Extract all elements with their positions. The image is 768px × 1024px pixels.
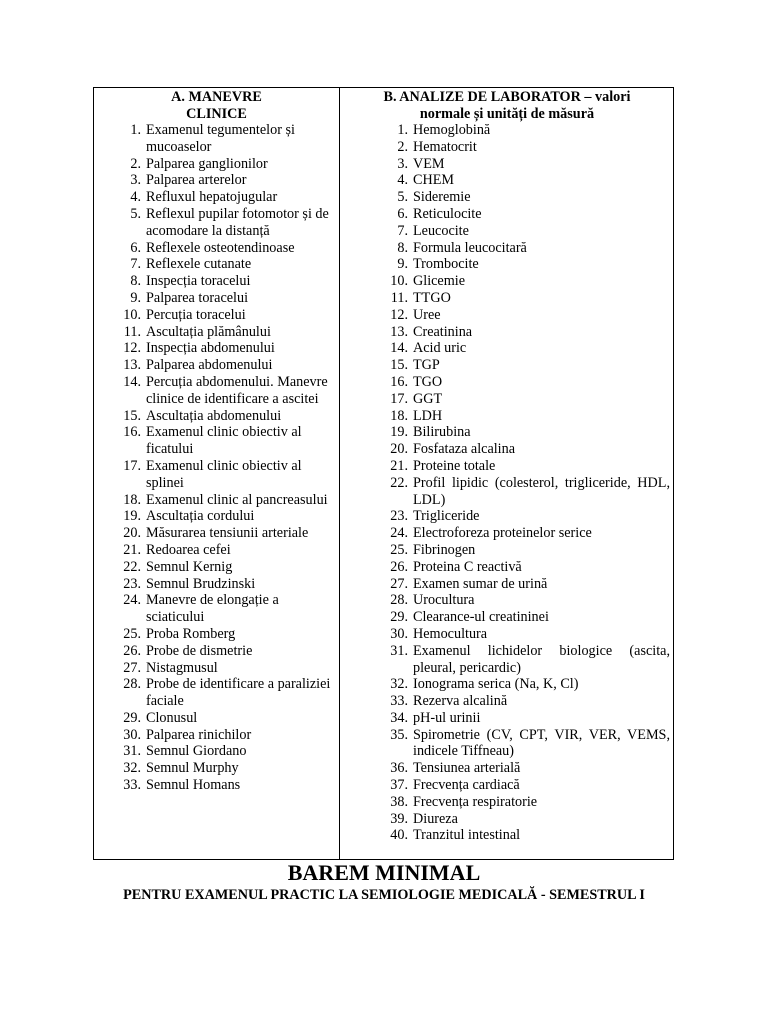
item-number: 7. xyxy=(397,222,408,239)
item-text: Hemocultura xyxy=(413,625,488,642)
item-number: 31. xyxy=(123,743,141,760)
item-number: 24. xyxy=(123,592,141,609)
item-text: Reflexele cutanate xyxy=(146,256,252,273)
item-text: Percuția toracelui xyxy=(146,306,246,323)
list-item xyxy=(94,626,334,643)
list-item xyxy=(94,592,334,626)
item-text: Acid uric xyxy=(413,340,467,357)
item-text: Palparea abdomenului xyxy=(146,357,273,374)
item-text: Semnul Giordano xyxy=(146,743,247,760)
item-number: 26. xyxy=(390,558,408,575)
item-number: 18. xyxy=(123,491,141,508)
item-number: 22. xyxy=(123,558,141,575)
item-number: 5. xyxy=(130,205,141,222)
item-text: Semnul Kernig xyxy=(146,558,233,575)
item-number: 7. xyxy=(130,256,141,273)
list-item xyxy=(94,374,334,408)
item-text: Proteina C reactivă xyxy=(413,558,522,575)
list-item xyxy=(340,122,670,139)
item-text: Reflexele osteotendinoase xyxy=(146,239,295,256)
list-item xyxy=(340,206,670,223)
list-item xyxy=(340,307,670,324)
item-number: 8. xyxy=(397,239,408,256)
column-a-header-line: CLINICE xyxy=(186,106,247,122)
item-text: Examenul tegumentelor și mucoaselor xyxy=(146,122,295,155)
list-item xyxy=(94,576,334,593)
list-item xyxy=(340,592,670,609)
item-text: Semnul Homans xyxy=(146,777,241,794)
item-number: 10. xyxy=(123,306,141,323)
item-text: Examenul clinic obiectiv al ficatului xyxy=(146,424,302,458)
item-number: 9. xyxy=(397,256,408,273)
item-number: 1. xyxy=(397,122,408,138)
item-text: Ascultația abdomenului xyxy=(146,407,282,424)
item-number: 28. xyxy=(123,676,141,693)
item-number: 22. xyxy=(390,474,408,491)
list-item xyxy=(94,408,334,425)
item-text: Trombocite xyxy=(413,256,479,273)
list-item xyxy=(340,576,670,593)
list-item xyxy=(340,710,670,727)
item-number: 18. xyxy=(390,407,408,424)
item-number: 30. xyxy=(390,625,408,642)
item-text: Urocultura xyxy=(413,592,475,609)
list-item xyxy=(94,156,334,173)
item-text: Semnul Murphy xyxy=(146,760,239,777)
item-text: Redoarea cefei xyxy=(146,541,231,558)
column-b-header-line: normale și unități de măsură xyxy=(419,106,595,122)
item-text: Palparea ganglionilor xyxy=(146,155,268,172)
item-text: Probe de identificare a paraliziei faciale xyxy=(146,676,331,710)
list-item xyxy=(94,660,334,677)
column-a-header xyxy=(94,88,339,123)
item-number: 23. xyxy=(390,508,408,525)
item-number: 23. xyxy=(123,575,141,592)
list-item xyxy=(340,643,670,677)
item-number: 2. xyxy=(130,155,141,172)
item-number: 2. xyxy=(397,138,408,155)
item-number: 6. xyxy=(130,239,141,256)
item-number: 11. xyxy=(390,289,408,306)
item-number: 27. xyxy=(390,575,408,592)
item-text: Palparea toracelui xyxy=(146,289,249,306)
item-text: Nistagmusul xyxy=(146,659,218,676)
item-number: 27. xyxy=(123,659,141,676)
item-number: 39. xyxy=(390,810,408,827)
list-item xyxy=(340,626,670,643)
item-text: Creatinina xyxy=(413,323,473,340)
list-item xyxy=(340,760,670,777)
item-text: Fibrinogen xyxy=(413,541,476,558)
item-number: 32. xyxy=(123,760,141,777)
list-item xyxy=(340,273,670,290)
list-item xyxy=(94,760,334,777)
item-number: 24. xyxy=(390,525,408,542)
lab-analyses-list xyxy=(340,122,670,844)
item-number: 9. xyxy=(130,289,141,306)
list-item xyxy=(340,777,670,794)
item-text: Proteine totale xyxy=(413,457,496,474)
list-item xyxy=(94,710,334,727)
item-number: 14. xyxy=(123,373,141,390)
item-number: 17. xyxy=(390,390,408,407)
item-number: 35. xyxy=(390,726,408,743)
item-text: Măsurarea tensiunii arteriale xyxy=(146,525,309,542)
list-item xyxy=(340,391,670,408)
item-text: Hemoglobină xyxy=(413,122,491,138)
list-item xyxy=(340,189,670,206)
list-item xyxy=(94,424,334,458)
item-text: Fosfataza alcalina xyxy=(413,441,516,458)
item-number: 29. xyxy=(390,609,408,626)
item-number: 15. xyxy=(123,407,141,424)
item-number: 25. xyxy=(123,625,141,642)
column-b-header xyxy=(340,88,674,123)
list-item xyxy=(94,559,334,576)
item-number: 13. xyxy=(123,357,141,374)
item-number: 40. xyxy=(390,827,408,844)
item-number: 36. xyxy=(390,760,408,777)
item-text: Ascultația cordului xyxy=(146,508,255,525)
item-text: Manevre de elongație a sciaticului xyxy=(146,592,279,626)
item-number: 21. xyxy=(390,457,408,474)
item-text: Tensiunea arterială xyxy=(413,760,521,777)
list-item xyxy=(340,475,670,509)
list-item xyxy=(340,256,670,273)
item-text: Palparea rinichilor xyxy=(146,726,252,743)
item-number: 13. xyxy=(390,323,408,340)
item-text: Palparea arterelor xyxy=(146,172,247,189)
item-text: Examen sumar de urină xyxy=(413,575,548,592)
item-text: Electroforeza proteinelor serice xyxy=(413,525,592,542)
item-text: Reticulocite xyxy=(413,205,482,222)
item-text: Trigliceride xyxy=(413,508,480,525)
list-item xyxy=(340,324,670,341)
list-item xyxy=(340,458,670,475)
item-number: 19. xyxy=(390,424,408,441)
clinical-maneuvers-list xyxy=(94,122,334,794)
list-item xyxy=(340,441,670,458)
item-number: 20. xyxy=(390,441,408,458)
item-text: Leucocite xyxy=(413,222,469,239)
item-number: 19. xyxy=(123,508,141,525)
item-number: 38. xyxy=(390,793,408,810)
item-text: Frecvența cardiacă xyxy=(413,777,520,794)
column-a-header-line: A. MANEVRE xyxy=(171,89,262,105)
list-item xyxy=(94,189,334,206)
item-text: Examenul clinic obiectiv al splinei xyxy=(146,457,302,491)
list-item xyxy=(94,290,334,307)
item-number: 12. xyxy=(390,306,408,323)
list-item xyxy=(340,794,670,811)
item-number: 31. xyxy=(390,642,408,659)
list-item xyxy=(94,676,334,710)
item-text: TGP xyxy=(413,357,440,374)
list-item xyxy=(340,156,670,173)
list-item xyxy=(340,223,670,240)
item-text: Reflexul pupilar fotomotor și de acomodare la distanță xyxy=(146,205,329,239)
list-item xyxy=(94,508,334,525)
item-number: 8. xyxy=(130,273,141,290)
list-item xyxy=(94,256,334,273)
item-number: 3. xyxy=(130,172,141,189)
list-item xyxy=(94,458,334,492)
item-text: Diureza xyxy=(413,810,458,827)
item-text: Percuția abdomenului. Manevre clinice de identificare a ascitei xyxy=(146,373,328,407)
item-text: Sideremie xyxy=(413,189,471,206)
item-text: Inspecția abdomenului xyxy=(146,340,275,357)
document-subtitle: PENTRU EXAMENUL PRACTIC LA SEMIOLOGIE MEDICALĂ - SEMESTRUL I xyxy=(123,887,645,903)
item-text: Probe de dismetrie xyxy=(146,642,253,659)
item-text: Proba Romberg xyxy=(146,625,236,642)
item-number: 4. xyxy=(397,172,408,189)
item-number: 4. xyxy=(130,189,141,206)
list-item xyxy=(94,340,334,357)
item-text: Bilirubina xyxy=(413,424,471,441)
item-text: Examenul clinic al pancreasului xyxy=(146,491,328,508)
item-text: Clearance-ul creatininei xyxy=(413,609,549,626)
item-number: 11. xyxy=(123,323,141,340)
list-item xyxy=(340,827,670,844)
item-text: Ascultația plămânului xyxy=(146,323,271,340)
item-number: 15. xyxy=(390,357,408,374)
list-item xyxy=(94,525,334,542)
item-number: 33. xyxy=(390,693,408,710)
list-item xyxy=(94,643,334,660)
item-number: 6. xyxy=(397,205,408,222)
list-item xyxy=(340,172,670,189)
item-number: 32. xyxy=(390,676,408,693)
list-item xyxy=(94,743,334,760)
item-text: Formula leucocitară xyxy=(413,239,527,256)
item-number: 20. xyxy=(123,525,141,542)
list-item xyxy=(340,290,670,307)
item-text: Ionograma serica (Na, K, Cl) xyxy=(413,676,579,693)
item-number: 17. xyxy=(123,457,141,474)
document-title: BAREM MINIMAL xyxy=(287,860,481,885)
item-text: pH-ul urinii xyxy=(413,709,481,726)
list-item xyxy=(94,324,334,341)
item-number: 1. xyxy=(130,122,141,138)
list-item xyxy=(340,240,670,257)
item-text: Clonusul xyxy=(146,709,198,726)
item-text: Frecvența respiratorie xyxy=(413,793,538,810)
item-number: 21. xyxy=(123,541,141,558)
item-text: Glicemie xyxy=(413,273,465,290)
list-item xyxy=(94,357,334,374)
list-item xyxy=(340,542,670,559)
item-text: Rezerva alcalină xyxy=(413,693,508,710)
list-item xyxy=(94,122,334,156)
list-item xyxy=(340,609,670,626)
list-item xyxy=(340,424,670,441)
list-item xyxy=(340,357,670,374)
item-number: 29. xyxy=(123,709,141,726)
item-number: 30. xyxy=(123,726,141,743)
list-item xyxy=(340,559,670,576)
item-number: 28. xyxy=(390,592,408,609)
item-number: 33. xyxy=(123,777,141,794)
list-item xyxy=(340,525,670,542)
list-item xyxy=(94,727,334,744)
list-item xyxy=(94,273,334,290)
list-item xyxy=(94,240,334,257)
item-number: 16. xyxy=(390,373,408,390)
list-item xyxy=(340,811,670,828)
list-item xyxy=(94,172,334,189)
item-text: Spirometrie (CV, CPT, VIR, VER, VEMS, indicele Tiffneau) xyxy=(413,726,670,760)
column-b-header-line: B. ANALIZE DE LABORATOR – valori xyxy=(383,89,631,105)
list-item xyxy=(340,508,670,525)
item-text: VEM xyxy=(413,155,445,172)
list-item xyxy=(340,727,670,761)
list-item xyxy=(340,374,670,391)
item-text: Inspecția toracelui xyxy=(146,273,251,290)
item-number: 25. xyxy=(390,541,408,558)
list-item xyxy=(340,408,670,425)
list-item xyxy=(340,340,670,357)
item-number: 26. xyxy=(123,642,141,659)
item-number: 10. xyxy=(390,273,408,290)
item-number: 16. xyxy=(123,424,141,441)
item-text: Refluxul hepatojugular xyxy=(146,189,278,206)
item-number: 14. xyxy=(390,340,408,357)
list-item xyxy=(94,777,334,794)
item-number: 5. xyxy=(397,189,408,206)
list-item xyxy=(94,492,334,509)
item-text: Tranzitul intestinal xyxy=(413,827,521,844)
item-text: TGO xyxy=(413,373,443,390)
list-item xyxy=(340,693,670,710)
item-text: CHEM xyxy=(413,172,454,189)
exam-table xyxy=(93,87,674,860)
list-item xyxy=(340,676,670,693)
item-number: 3. xyxy=(397,155,408,172)
item-text: Uree xyxy=(413,306,441,323)
list-item xyxy=(94,206,334,240)
item-text: Examenul lichidelor biologice (ascita, pleural, pericardic) xyxy=(413,642,670,676)
item-number: 12. xyxy=(123,340,141,357)
item-text: Semnul Brudzinski xyxy=(146,575,256,592)
item-number: 37. xyxy=(390,777,408,794)
item-text: Hematocrit xyxy=(413,138,477,155)
item-text: GGT xyxy=(413,390,443,407)
item-text: TTGO xyxy=(413,289,451,306)
list-item xyxy=(340,139,670,156)
item-number: 34. xyxy=(390,709,408,726)
item-text: LDH xyxy=(413,407,443,424)
list-item xyxy=(94,307,334,324)
item-text: Profil lipidic (colesterol, trigliceride, HDL, LDL) xyxy=(413,474,670,508)
list-item xyxy=(94,542,334,559)
